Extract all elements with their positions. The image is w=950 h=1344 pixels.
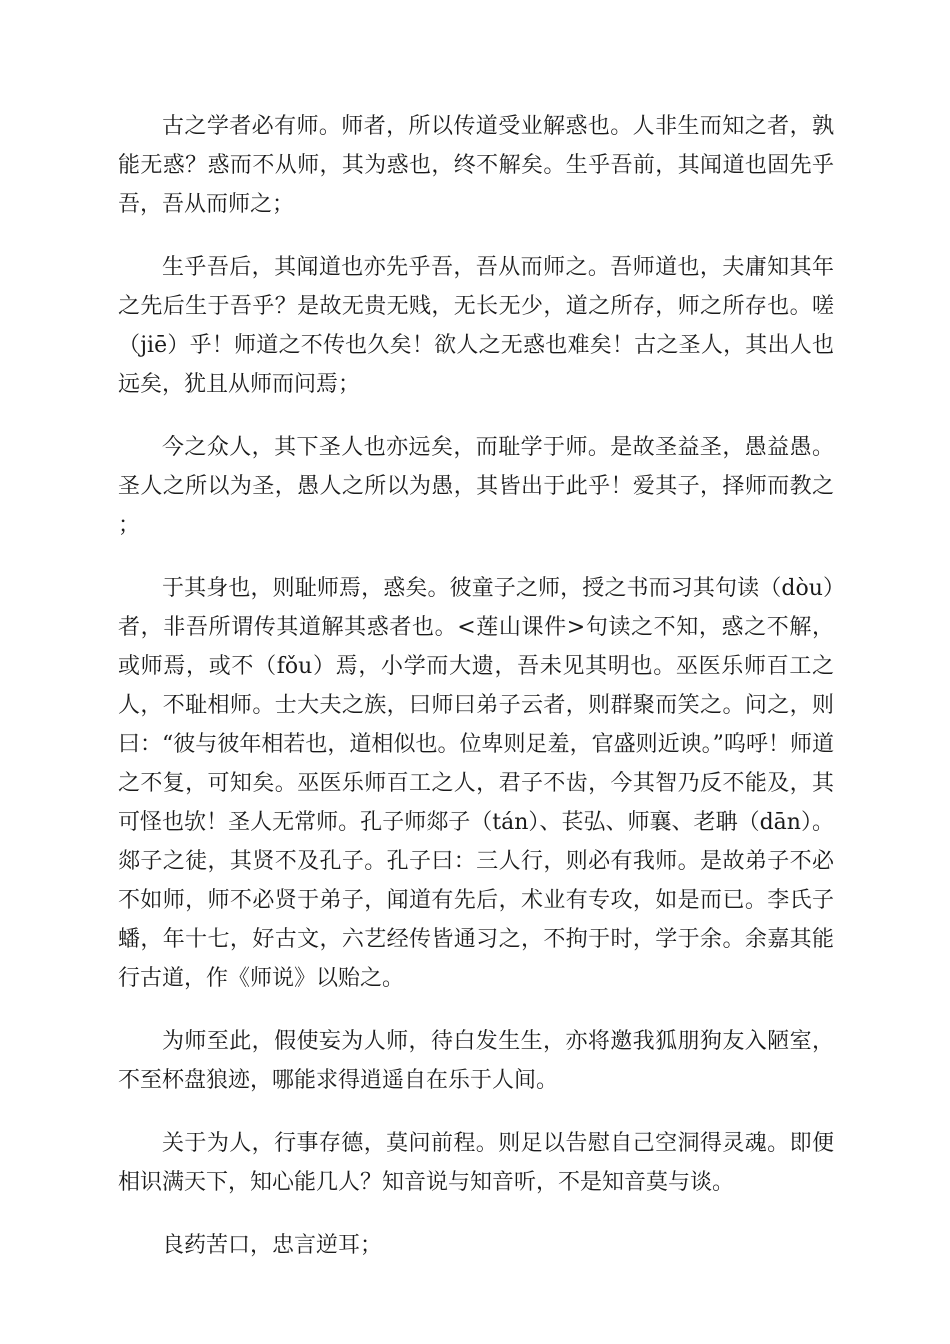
paragraph-3: 今之众人，其下圣人也亦远矣，而耻学于师。是故圣益圣，愚益愚。圣人之所以为圣，愚人之所以为愚，其皆出于此乎！爱其子，择师而教之； — [118, 435, 834, 538]
paragraph-5: 为师至此，假使妄为人师，待白发生生，亦将邀我狐朋狗友入陋室，不至杯盘狼迹，哪能求得逍遥自在乐于人间。 — [118, 1029, 834, 1093]
paragraph-2: 生乎吾后，其闻道也亦先乎吾，吾从而师之。吾师道也，夫庸知其年之先后生于吾乎？是故无贵无贱，无长无少，道之所存，师之所存也。嗟（jiē）乎！师道之不传也久矣！欲人之无惑也难矣！古之圣人，其出人也远矣，犹且从师而问焉； — [118, 255, 834, 397]
paragraph-7: 良药苦口，忠言逆耳； — [162, 1233, 383, 1258]
paragraph-4: 于其身也，则耻师焉，惑矣。彼童子之师，授之书而习其句读（dòu）者，非吾所谓传其道解其惑者也。<莲山课件>句读之不知，惑之不解，或师焉，或不（fǒu）焉，小学而大遗，吾未见其明也。巫医乐师百工之人，不耻相师。士大夫之族，曰师曰弟子云者，则群聚而笑之。问之，则曰：“彼与彼年相若也，道相似也。位卑则足羞，官盛则近谀。”呜呼！师道之不复，可知矣。巫医乐师百工之人，君子不齿，今其智乃反不能及，其可怪也欤！圣人无常师。孔子师郯子（tán）、苌弘、师襄、老聃（dān）。郯子之徒，其贤不及孔子。孔子曰：三人行，则必有我师。是故弟子不必不如师，师不必贤于弟子，闻道有先后，术业有专攻，如是而已。李氏子蟠，年十七，好古文，六艺经传皆通习之，不拘于时，学于余。余嘉其能行古道，作《师说》以贻之。 — [118, 576, 834, 991]
paragraph-1: 古之学者必有师。师者，所以传道受业解惑也。人非生而知之者，孰能无惑？惑而不从师，其为惑也，终不解矣。生乎吾前，其闻道也固先乎吾，吾从而师之； — [118, 114, 834, 217]
document-body — [118, 107, 834, 1289]
paragraph-6: 关于为人，行事存德，莫问前程。则足以告慰自己空洞得灵魂。即便相识满天下，知心能几人？知音说与知音听，不是知音莫与谈。 — [118, 1131, 834, 1195]
